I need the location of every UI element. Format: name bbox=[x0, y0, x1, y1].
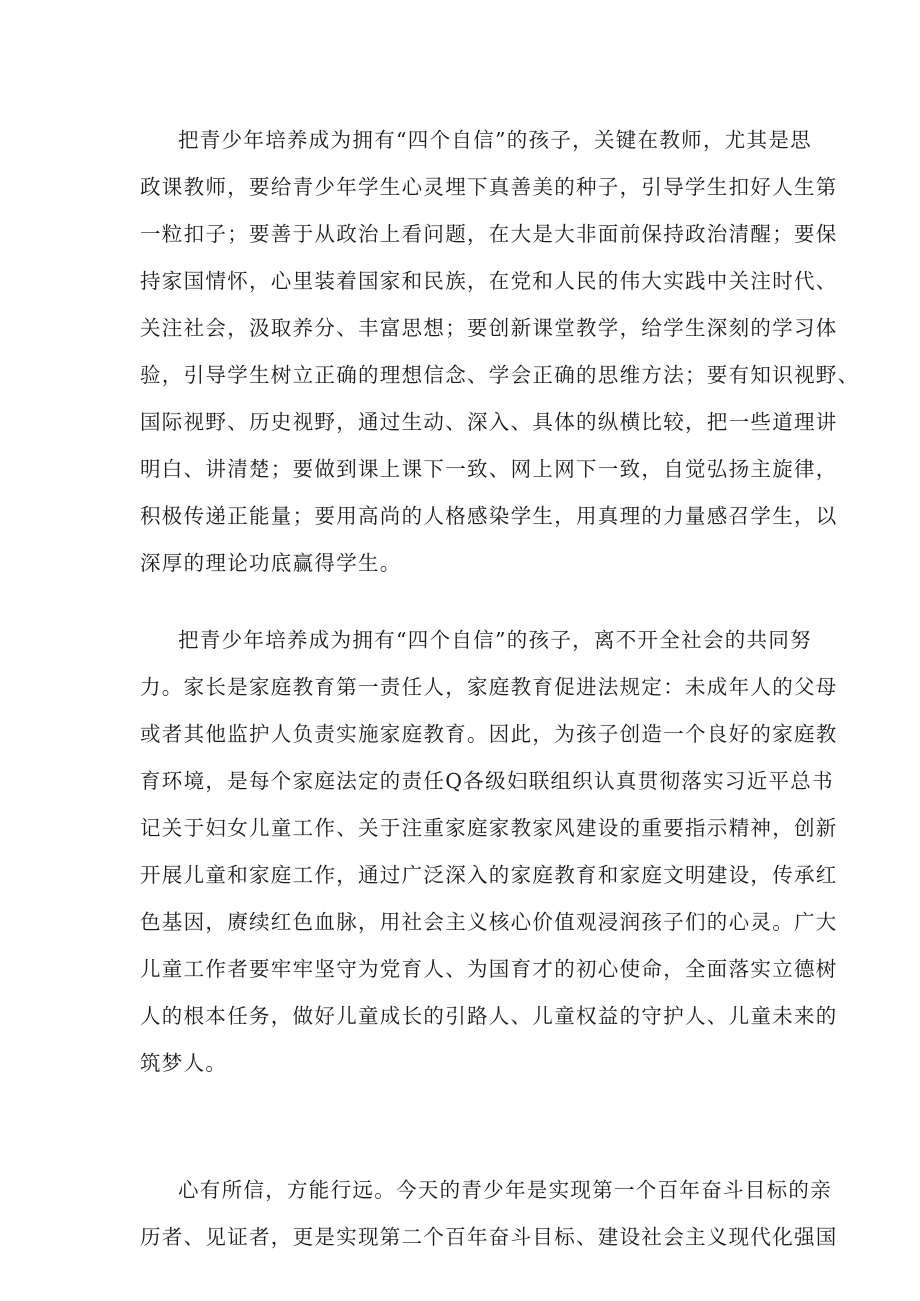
text-line: 或者其他监护人负责实施家庭教育。因此，为孩子创造一个良好的家庭教 bbox=[140, 722, 838, 746]
text-line: 一粒扣子；要善于从政治上看问题，在大是大非面前保持政治清醒；要保 bbox=[140, 222, 838, 246]
text-line: 心有所信，方能行远。今天的青少年是实现第一个百年奋斗目标的亲 bbox=[178, 1178, 832, 1202]
text-line: 力。家长是家庭教育第一责任人，家庭教育促进法规定：未成年人的父母 bbox=[140, 675, 838, 699]
text-line: 持家国情怀，心里装着国家和民族，在党和人民的伟大实践中关注时代、 bbox=[140, 269, 838, 293]
paragraph-youth-future bbox=[140, 1167, 838, 1261]
text-line: 积极传递正能量；要用高尚的人格感染学生，用真理的力量感召学生，以 bbox=[140, 504, 838, 528]
paragraph-teachers bbox=[140, 117, 860, 587]
text-line: 记关于妇女儿童工作、关于注重家庭家教家风建设的重要指示精神，创新 bbox=[140, 816, 838, 840]
paragraph-family-education bbox=[140, 617, 838, 1087]
text-line: 把青少年培养成为拥有“四个自信”的孩子，离不开全社会的共同努 bbox=[178, 628, 812, 652]
text-line: 深厚的理论功底赢得学生。 bbox=[140, 551, 402, 575]
text-line: 明白、讲清楚；要做到课上课下一致、网上网下一致，自觉弘扬主旋律， bbox=[140, 457, 838, 481]
text-line: 开展儿童和家庭工作，通过广泛深入的家庭教育和家庭文明建设，传承红 bbox=[140, 863, 838, 887]
text-line: 色基因，赓续红色血脉，用社会主义核心价值观浸润孩子们的心灵。广大 bbox=[140, 910, 838, 934]
text-line: 筑梦人。 bbox=[140, 1051, 228, 1075]
text-line: 历者、见证者，更是实现第二个百年奋斗目标、建设社会主义现代化强国 bbox=[140, 1225, 838, 1249]
text-line: 把青少年培养成为拥有“四个自信”的孩子，关键在教师，尤其是思 bbox=[178, 128, 812, 152]
text-line: 儿童工作者要牢牢坚守为党育人、为国育才的初心使命，全面落实立德树 bbox=[140, 957, 838, 981]
text-line: 验，引导学生树立正确的理想信念、学会正确的思维方法；要有知识视野、 bbox=[140, 363, 860, 387]
text-line: 关注社会，汲取养分、丰富思想；要创新课堂教学，给学生深刻的学习体 bbox=[140, 316, 838, 340]
text-line: 政课教师，要给青少年学生心灵埋下真善美的种子，引导学生扣好人生第 bbox=[140, 175, 838, 199]
text-line: 育环境，是每个家庭法定的责任Q各级妇联组织认真贯彻落实习近平总书 bbox=[140, 769, 834, 793]
text-line: 国际视野、历史视野，通过生动、深入、具体的纵横比较，把一些道理讲 bbox=[140, 410, 838, 434]
text-line: 人的根本任务，做好儿童成长的引路人、儿童权益的守护人、儿童未来的 bbox=[140, 1004, 838, 1028]
